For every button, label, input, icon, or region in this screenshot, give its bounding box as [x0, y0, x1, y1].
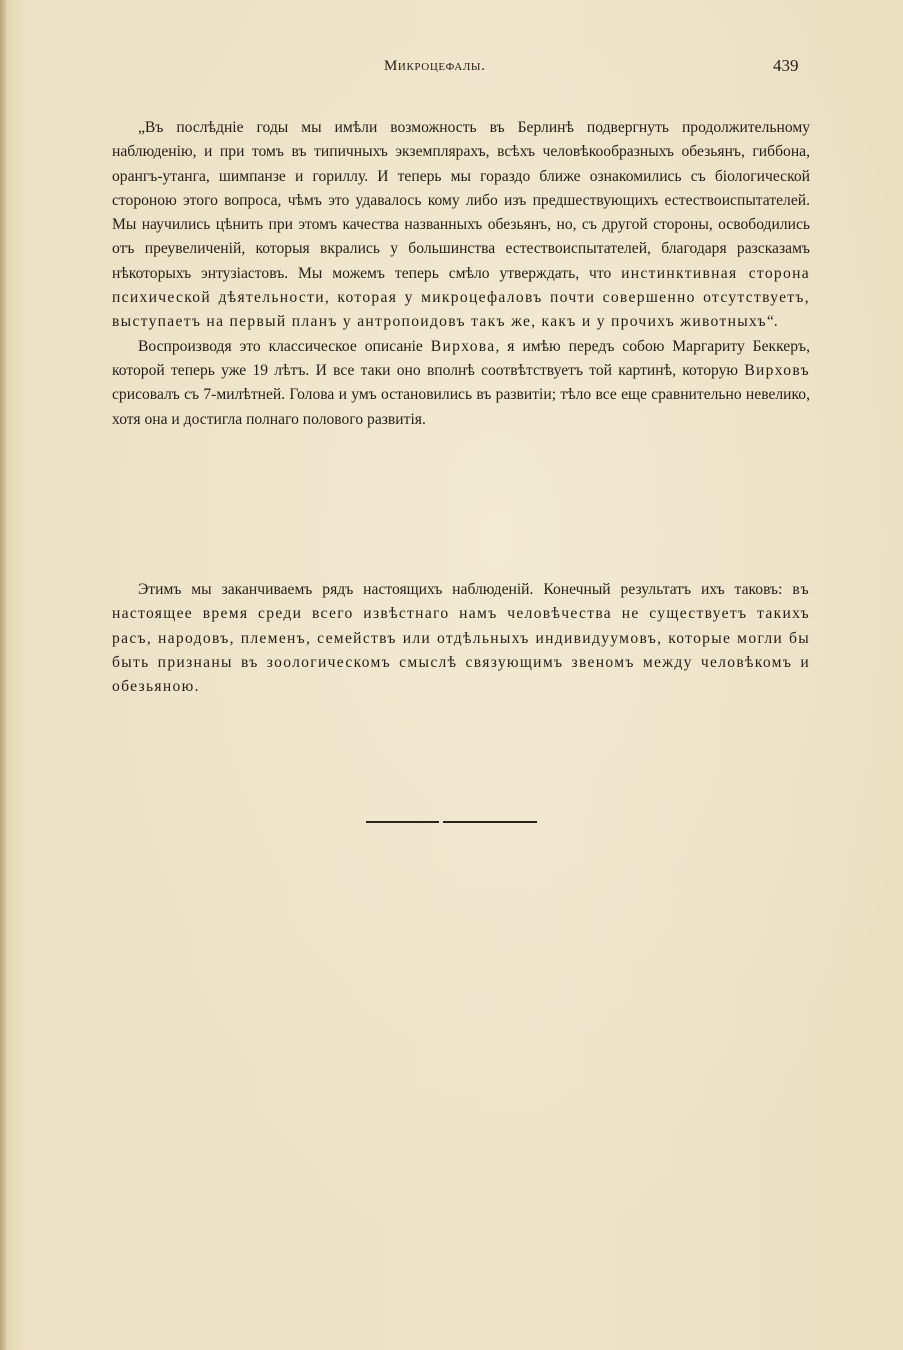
rule-segment: [366, 821, 439, 823]
author-name-spaced: Вирховъ: [744, 361, 810, 379]
running-head: Микроцефалы.: [384, 58, 486, 74]
quote-closing-mark: “.: [766, 313, 778, 331]
quote-text-regular: „Въ послѣдніе годы мы имѣли возможность въ Берлинѣ подвергнуть продолжительному наблюденію, и при томъ въ типичныхъ экземплярахъ, всѣхъ человѣкообразныхъ обезьянъ, гиббона, орангъ-утанга, шимпанзе и гориллу. И теперь мы гораздо ближе ознакомились съ біологической стороною этого вопроса, чѣмъ это удавалось кому либо изъ предшествующихъ естествоиспытателей. Мы научились цѣнить при этомъ качества названныхъ обезьянъ, но, съ другой стороны, освободились отъ преувеличеній, которыя вкрались у большинства естествоиспытателей, благодаря разсказамъ нѣкоторыхъ энтузіастовъ. Мы можемъ теперь смѣло утверждать, что: [112, 119, 810, 282]
paragraph-text: , я имѣю передъ собою Маргариту Беккеръ, которой теперь уже 19 лѣтъ. И все таки оно вполнѣ соотвѣтствуетъ той картинѣ, которую: [112, 337, 810, 379]
conclusion-spaced-emphasis: въ настоящее время среди всего извѣстнаго намъ человѣчества не существуетъ такихъ расъ, народовъ, племенъ, семействъ или отдѣльныхъ индивидуумовъ, которые могли бы быть признаны въ зоологическомъ смыслѣ связующимъ звеномъ между человѣкомъ и обезьяною.: [112, 581, 810, 696]
margarita-paragraph: [112, 335, 810, 432]
quote-text-spaced-emphasis: инстинктивная сторона психической дѣятельности, которая у микроцефаловъ почти совершенно отсутствуетъ, выступаетъ на первый планъ у антропоидовъ такъ же, какъ и у прочихъ животныхъ: [112, 264, 810, 331]
main-text-conclusion: [112, 578, 810, 699]
virchow-quote-paragraph: [112, 116, 810, 335]
conclusion-paragraph: [112, 578, 810, 699]
paragraph-text: Этимъ мы заканчиваемъ рядъ настоящихъ наблюденій. Конечный результатъ ихъ таковъ:: [138, 581, 793, 598]
paragraph-text: Воспроизводя это классическое описаніе: [138, 337, 431, 355]
page-binding-edge: [0, 0, 6, 1350]
rule-segment: [443, 821, 537, 823]
author-name-spaced: Вирхова: [430, 337, 496, 355]
section-end-rule: [0, 821, 903, 825]
paragraph-text: срисовалъ съ 7-милѣтней. Голова и умъ остановились въ развитіи; тѣло все еще сравнительно невелико, хотя она и достигла полнаго полового развитія.: [112, 386, 810, 428]
main-text-upper: [112, 116, 810, 432]
page-header: [0, 58, 903, 82]
page-number: 439: [773, 56, 799, 75]
